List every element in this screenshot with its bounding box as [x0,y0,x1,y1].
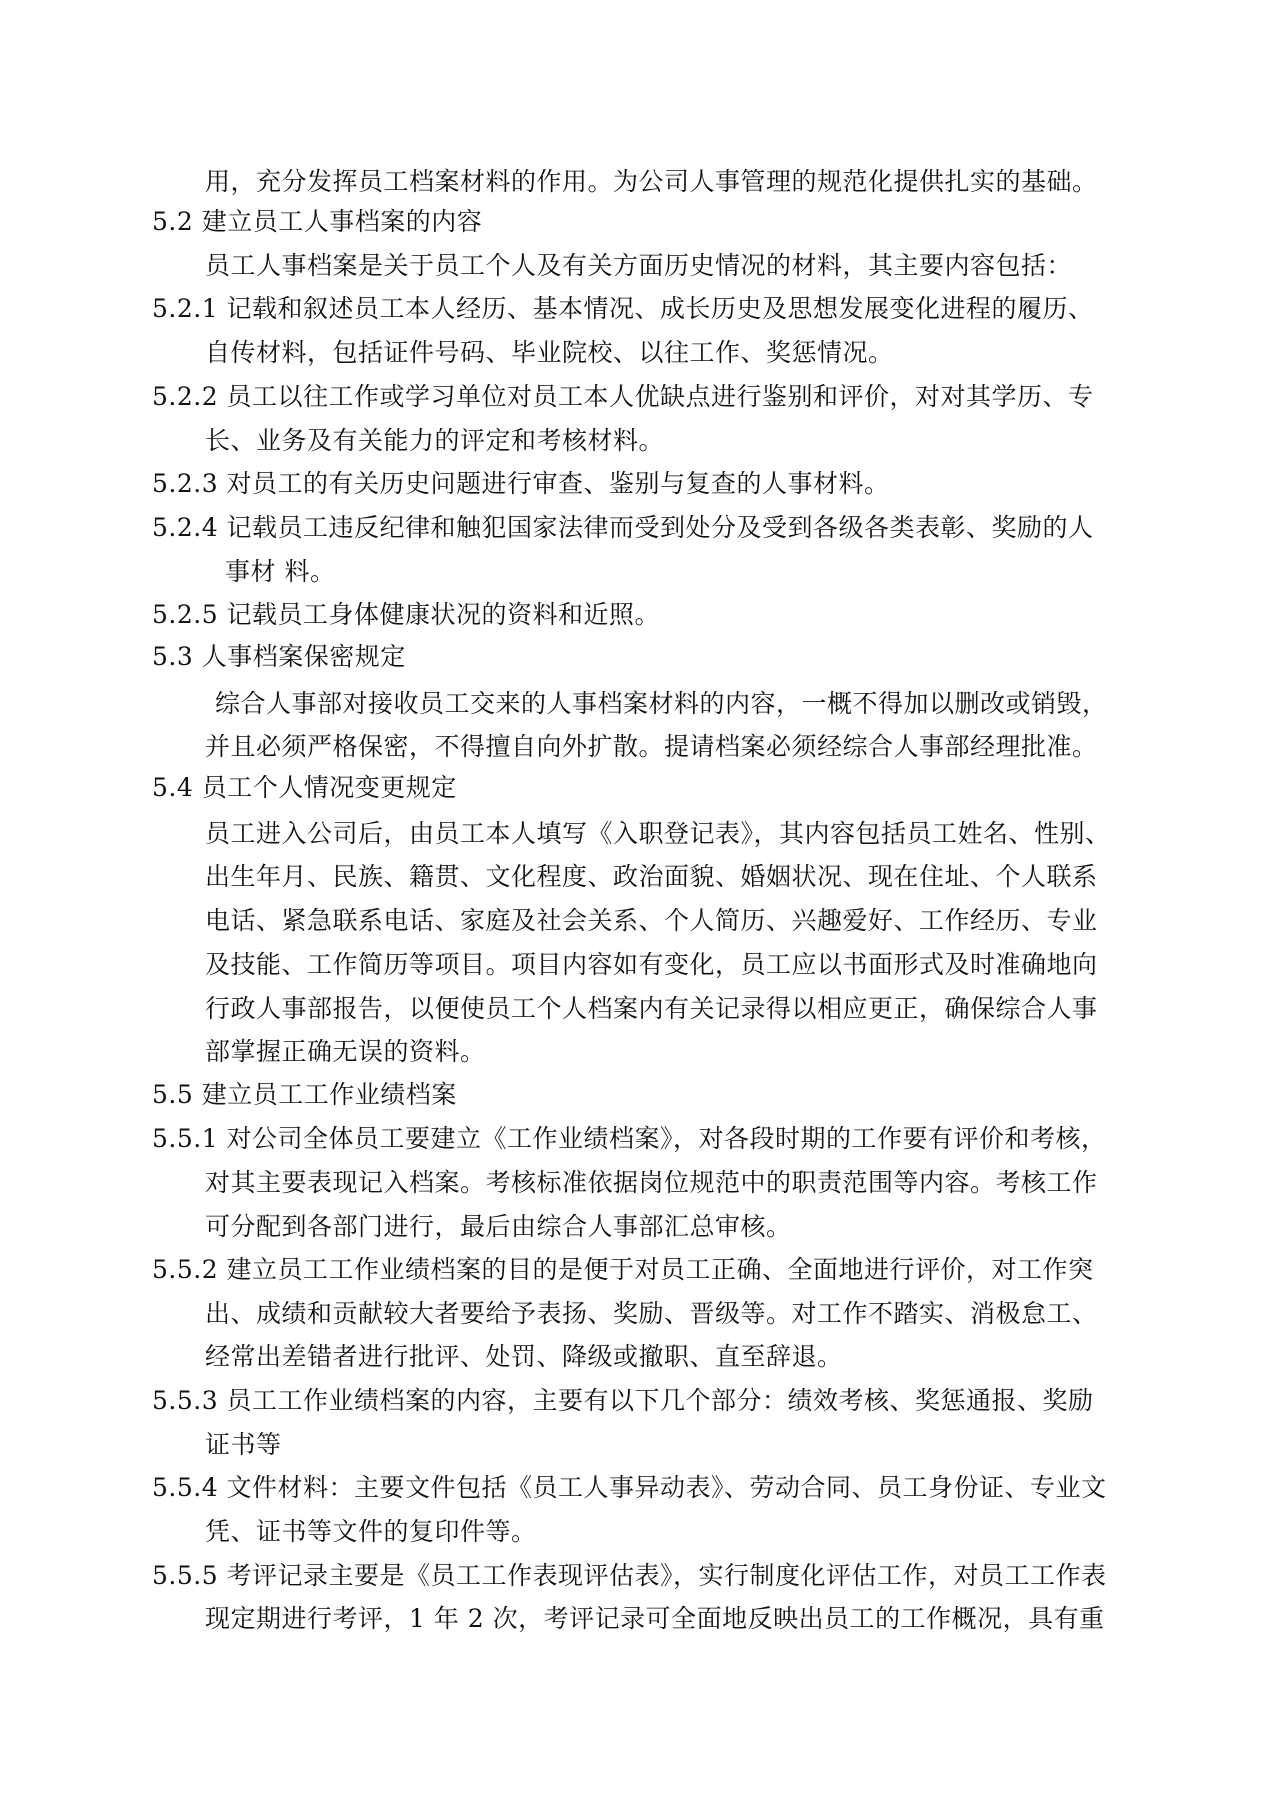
list-item-5-5-5: 5.5.5 考评记录主要是《员工工作表现评估表》，实行制度化评估工作，对员工工作表 [152,1561,1107,1590]
list-item-continuation: 自传材料，包括证件号码、毕业院校、以往工作、奖惩情况。 [205,338,894,367]
section-heading-5-4: 5.4 员工个人情况变更规定 [152,773,457,802]
paragraph-line: 及技能、工作简历等项目。项目内容如有变化，员工应以书面形式及时准确地向 [205,950,1098,979]
paragraph-line: 并且必须严格保密，不得擅自向外扩散。提请档案必须经综合人事部经理批准。 [205,732,1098,761]
list-item-5-5-3: 5.5.3 员工工作业绩档案的内容，主要有以下几个部分：绩效考核、奖惩通报、奖励 [152,1386,1094,1415]
paragraph-line: 行政人事部报告，以便使员工个人档案内有关记录得以相应更正，确保综合人事 [205,994,1098,1023]
list-item-5-2-4: 5.2.4 记载员工违反纪律和触犯国家法律而受到处分及受到各级各类表彰、奖励的人 [152,513,1094,542]
list-item-continuation: 对其主要表现记入档案。考核标准依据岗位规范中的职责范围等内容。考核工作 [205,1168,1098,1197]
section-heading-5-2: 5.2 建立员工人事档案的内容 [152,207,483,236]
list-item-continuation: 凭、证书等文件的复印件等。 [205,1517,537,1546]
list-item-continuation: 出、成绩和贡献较大者要给予表扬、奖励、晋级等。对工作不踏实、消极怠工、 [205,1299,1098,1328]
paragraph-line: 员工进入公司后，由员工本人填写《入职登记表》，其内容包括员工姓名、性别、 [205,819,1111,848]
paragraph-line: 出生年月、民族、籍贯、文化程度、政治面貌、婚姻状况、现在住址、个人联系 [205,862,1098,891]
section-heading-5-3: 5.3 人事档案保密规定 [152,642,406,671]
paragraph-line: 综合人事部对接收员工交来的人事档案材料的内容，一概不得加以删改或销毁， [215,689,1108,718]
list-item-continuation: 可分配到各部门进行，最后由综合人事部汇总审核。 [205,1212,792,1241]
paragraph-line: 员工人事档案是关于员工个人及有关方面历史情况的材料，其主要内容包括： [205,251,1073,280]
list-item-continuation: 经常出差错者进行批评、处罚、降级或撤职、直至辞退。 [205,1342,843,1371]
list-item-5-2-1: 5.2.1 记载和叙述员工本人经历、基本情况、成长历史及思想发展变化进程的履历、 [152,294,1094,323]
list-item-continuation: 现定期进行考评，1 年 2 次，考评记录可全面地反映出员工的工作概况，具有重 [205,1604,1105,1633]
list-item-5-5-2: 5.5.2 建立员工工作业绩档案的目的是便于对员工正确、全面地进行评价，对工作突 [152,1255,1094,1284]
list-item-continuation: 事材 料。 [225,557,336,586]
list-item-5-2-3: 5.2.3 对员工的有关历史问题进行审查、鉴别与复查的人事材料。 [152,469,890,498]
list-item-5-2-2: 5.2.2 员工以往工作或学习单位对员工本人优缺点进行鉴别和评价，对对其学历、专 [152,382,1094,411]
list-item-5-5-4: 5.5.4 文件材料：主要文件包括《员工人事异动表》、劳动合同、员工身份证、专业文 [152,1473,1107,1502]
section-heading-5-5: 5.5 建立员工工作业绩档案 [152,1080,457,1109]
paragraph-line: 部掌握正确无误的资料。 [205,1037,486,1066]
paragraph-line: 电话、紧急联系电话、家庭及社会关系、个人简历、兴趣爱好、工作经历、专业 [205,906,1098,935]
list-item-5-5-1: 5.5.1 对公司全体员工要建立《工作业绩档案》，对各段时期的工作要有评价和考核， [152,1124,1107,1153]
list-item-continuation: 证书等 [205,1430,282,1459]
list-item-5-2-5: 5.2.5 记载员工身体健康状况的资料和近照。 [152,600,661,629]
paragraph-line: 用，充分发挥员工档案材料的作用。为公司人事管理的规范化提供扎实的基础。 [205,167,1098,196]
list-item-continuation: 长、业务及有关能力的评定和考核材料。 [205,426,665,455]
